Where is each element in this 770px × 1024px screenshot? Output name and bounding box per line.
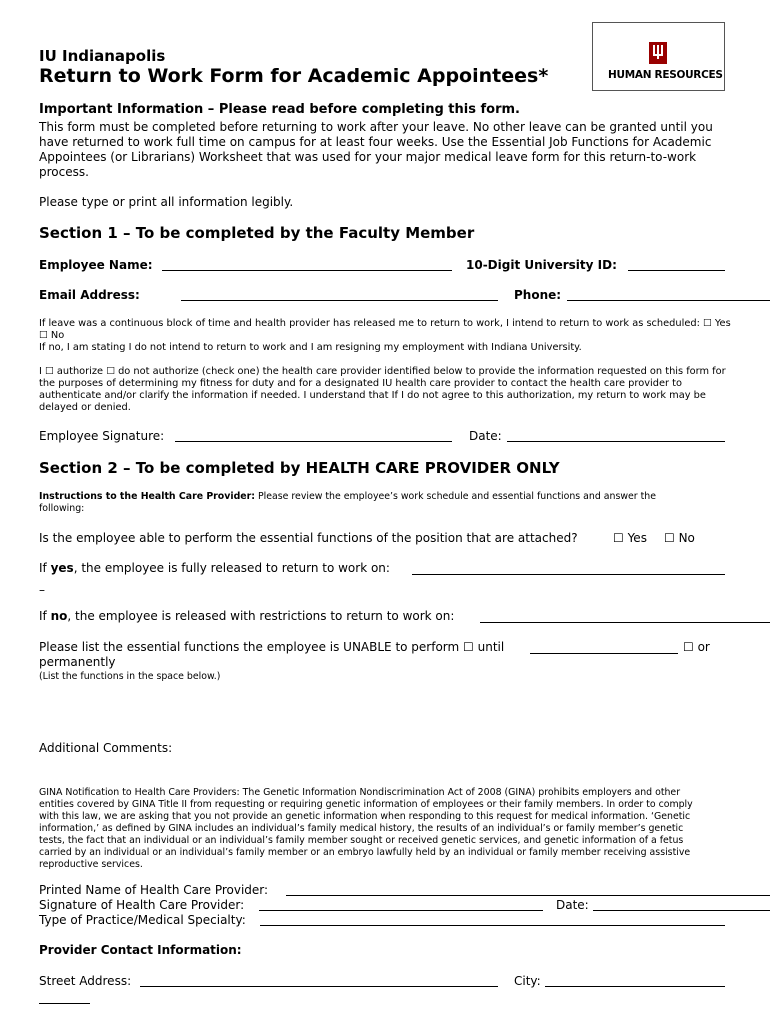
org-name: IU Indianapolis — [39, 47, 166, 65]
if-no-label — [39, 609, 454, 623]
street-address-field[interactable] — [140, 986, 498, 987]
provider-date-field[interactable] — [593, 910, 770, 911]
legibly-note: Please type or print all information legibly. — [39, 195, 294, 209]
city-field[interactable] — [545, 986, 725, 987]
provider-date-label: Date: — [556, 898, 589, 912]
if-no-bold: no — [50, 609, 68, 623]
instructions-bold: Instructions to the Health Care Provider: — [39, 491, 256, 502]
permanently-label: permanently — [39, 655, 116, 669]
printed-name-field[interactable] — [286, 895, 770, 896]
street-address-label: Street Address: — [39, 974, 132, 988]
continuous-no-option[interactable]: ☐ No — [39, 330, 65, 341]
phone-field[interactable] — [567, 300, 770, 301]
employee-name-field[interactable] — [162, 270, 452, 271]
additional-comments-label: Additional Comments: — [39, 741, 173, 755]
gina-line: information,’ as defined by GINA includes an individual’s family medical history, the results of an individual’s or family member’s genetic — [39, 823, 684, 834]
phone-label: Phone: — [514, 288, 562, 302]
section2-heading: Section 2 – To be completed by HEALTH CARE PROVIDER ONLY — [39, 459, 560, 477]
intro-line: process. — [39, 165, 89, 179]
email-label: Email Address: — [39, 288, 140, 302]
authorization-statement — [39, 366, 726, 414]
employee-signature-field[interactable] — [175, 441, 452, 442]
permanently-checkbox[interactable]: ☐ or — [683, 640, 710, 654]
instructions-text: following: — [39, 503, 85, 514]
provider-signature-field[interactable] — [259, 910, 543, 911]
able-question: Is the employee able to perform the essential functions of the position that are attached? — [39, 531, 578, 545]
specialty-field[interactable] — [260, 925, 725, 926]
street-address-continuation-field[interactable] — [39, 1003, 90, 1004]
email-field[interactable] — [181, 300, 498, 301]
intro-line: Appointees (or Librarians) Worksheet that was used for your major medical leave form for this return-to-work — [39, 150, 697, 164]
instructions-text: Please review the employee’s work schedule and essential functions and answer the — [255, 491, 657, 502]
city-label: City: — [514, 974, 541, 988]
if-yes-label — [39, 561, 390, 575]
until-date-field[interactable] — [530, 653, 678, 654]
provider-instructions — [39, 491, 656, 515]
able-yes-checkbox[interactable]: ☐ Yes — [613, 531, 647, 545]
authorize-line: authenticate and/or clarify the information if needed. I understand that If I do not agree to this authorization, my return to work may be — [39, 390, 706, 401]
if-no-prefix: If — [39, 609, 51, 623]
university-id-field[interactable] — [628, 270, 725, 271]
authorize-line: the purposes of determining my fitness for duty and for a designated IU health care provider to contact the health care provider to — [39, 378, 682, 389]
dash: – — [39, 583, 45, 597]
employee-name-label: Employee Name: — [39, 258, 153, 272]
list-note: (List the functions in the space below.) — [39, 671, 221, 682]
if-yes-prefix: If — [39, 561, 51, 575]
able-no-checkbox[interactable]: ☐ No — [664, 531, 695, 545]
iu-trident-icon — [649, 42, 667, 64]
logo-text: HUMAN RESOURCES — [608, 69, 723, 81]
gina-line: entities covered by GINA Title II from requesting or requiring genetic information of employees or their family members. In order to comply — [39, 799, 693, 810]
restricted-release-date-field[interactable] — [480, 622, 770, 623]
intro-line: This form must be completed before returning to work after your leave. No other leave can be granted until you — [39, 120, 713, 134]
gina-line: GINA Notification to Health Care Providers: The Genetic Information Nondiscrimination Act of 2008 (GINA) prohibits employers and other — [39, 787, 681, 798]
gina-line: reproductive services. — [39, 859, 143, 870]
gina-line: tests, the fact that an individual or an individual’s family member sought or received genetic services, and genetic information of a fetus — [39, 835, 684, 846]
page-title: Return to Work Form for Academic Appointees* — [39, 65, 549, 87]
authorize-line[interactable]: I ☐ authorize ☐ do not authorize (check one) the health care provider identified below to provide the information requested on this form for — [39, 366, 726, 377]
gina-notification — [39, 787, 693, 871]
intro-text — [39, 120, 713, 180]
employee-signature-label: Employee Signature: — [39, 429, 165, 443]
authorize-line: delayed or denied. — [39, 402, 131, 413]
employee-date-label: Date: — [469, 429, 502, 443]
intro-heading: Important Information – Please read before completing this form. — [39, 102, 520, 117]
gina-line: with this law, we are asking that you not provide an genetic information when responding to this request for medical information. ‘Genetic — [39, 811, 691, 822]
unable-line[interactable]: Please list the essential functions the employee is UNABLE to perform ☐ until — [39, 640, 505, 654]
contact-heading: Provider Contact Information: — [39, 943, 242, 957]
provider-signature-label: Signature of Health Care Provider: — [39, 898, 245, 912]
continuous-leave-statement — [39, 318, 731, 354]
employee-date-field[interactable] — [507, 441, 725, 442]
printed-name-label: Printed Name of Health Care Provider: — [39, 883, 269, 897]
if-yes-bold: yes — [50, 561, 74, 575]
section1-heading: Section 1 – To be completed by the Faculty Member — [39, 224, 475, 242]
intro-line: have returned to work full time on campus for at least four weeks. Use the Essential Job Functions for Academic — [39, 135, 712, 149]
if-no-rest: , the employee is released with restrictions to return to work on: — [67, 609, 455, 623]
if-yes-rest: , the employee is fully released to return to work on: — [73, 561, 390, 575]
university-id-label: 10-Digit University ID: — [466, 258, 617, 272]
gina-line: carried by an individual or an individual’s family member or an embryo lawfully held by an individual or family member receiving assistive — [39, 847, 691, 858]
continuous-line[interactable]: If leave was a continuous block of time and health provider has released me to return to work, I intend to return to work as scheduled: ☐ Yes — [39, 318, 731, 329]
resign-line: If no, I am stating I do not intend to return to work and I am resigning my employment with Indiana University. — [39, 342, 582, 353]
specialty-label: Type of Practice/Medical Specialty: — [39, 913, 246, 927]
full-release-date-field[interactable] — [412, 574, 725, 575]
